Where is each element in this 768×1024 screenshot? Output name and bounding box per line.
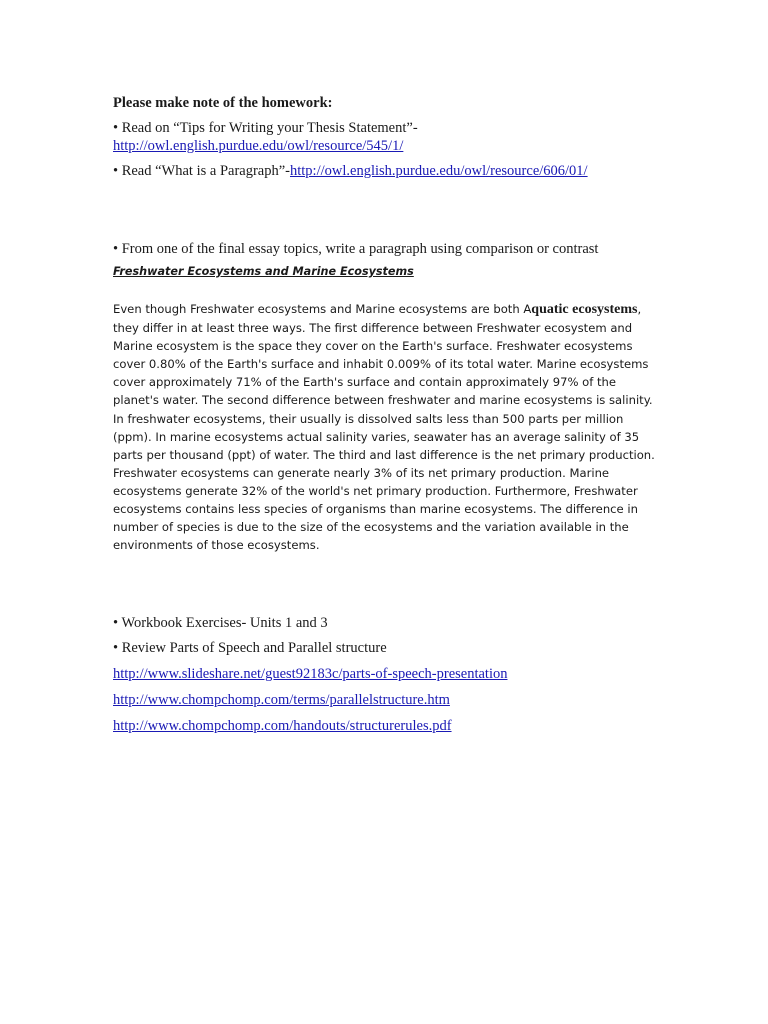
paragraph-item [113,162,588,180]
paragraph-item-prefix: • Read “What is a Paragraph”- [113,163,290,179]
essay-intro-before: Even though Freshwater ecosystems and Marine ecosystems are both A [113,302,532,316]
homework-heading: Please make note of the homework: [113,95,333,111]
thesis-item-prefix: • Read on “Tips for Writing your Thesis Statement”- [113,120,418,136]
essay-intro-after: , [637,302,642,316]
parallelstructure-link-line [113,691,450,709]
essay-intro-bold: quatic ecosystems [531,302,638,317]
slideshare-link-line [113,665,507,683]
thesis-link-line [113,137,403,155]
structurerules-link[interactable]: http://www.chompchomp.com/handouts/structurerules.pdf [113,718,452,734]
paragraph-link[interactable]: http://owl.english.purdue.edu/owl/resource/606/01/ [289,163,588,179]
thesis-link[interactable]: http://owl.english.purdue.edu/owl/resource/545/1/ [113,138,404,154]
parallelstructure-link[interactable]: http://www.chompchomp.com/terms/parallelstructure.htm [113,692,450,708]
essay-title: Freshwater Ecosystems and Marine Ecosystems [113,265,414,278]
workbook-item: • Workbook Exercises- Units 1 and 3 [113,615,328,631]
structurerules-link-line [113,717,452,735]
essay-instruction: • From one of the final essay topics, write a paragraph using comparison or contrast [113,241,599,257]
essay-body: they differ in at least three ways. The first difference between Freshwater ecosystem and Marine ecosystem is the space they cover on the Earth's surface. Freshwater ecosystems cover 0.80% of the Earth's surface and inhabit 0.009% of its total water. Marine ecosystems cover approximately 71% of the Earth's surface and contain approximately 97% of the planet's water. The second difference between freshwater and marine ecosystems is salinity. In freshwater ecosystems, their usually is dissolved salts less than 500 parts per million (ppm). In marine ecosystems actual salinity varies, seawater has an average salinity of 35 parts per thousand (ppt) of water. The third and last difference is the net primary production. Freshwater ecosystems can generate nearly 3% of its net primary production. Marine ecosystems generate 32% of the world's net primary production. Furthermore, Freshwater ecosystems contains less species of organisms than marine ecosystems. The difference in number of species is due to the size of the ecosystems and the variation available in the environments of those ecosystems. [113,321,655,553]
essay-paragraph [113,300,658,554]
review-item: • Review Parts of Speech and Parallel structure [113,640,387,656]
slideshare-link[interactable]: http://www.slideshare.net/guest92183c/parts-of-speech-presentation [113,666,508,682]
